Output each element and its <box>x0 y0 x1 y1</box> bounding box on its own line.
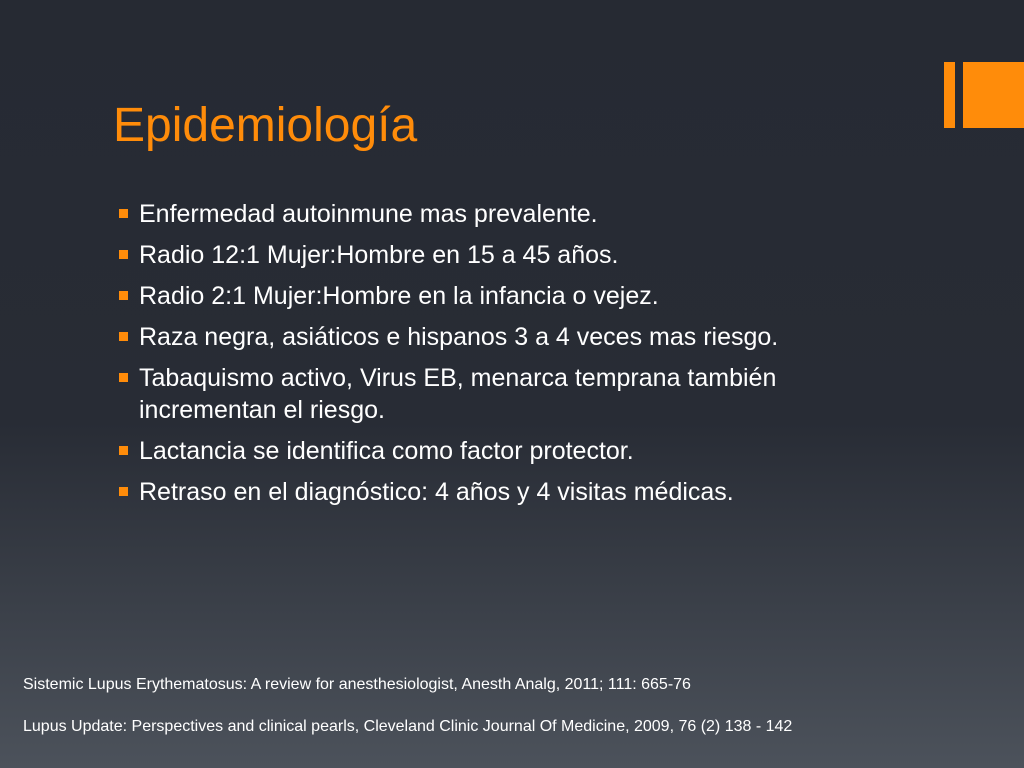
bullet-item <box>118 280 918 312</box>
bullet-list <box>118 198 918 517</box>
bullet-item <box>118 321 918 353</box>
bullet-text: Radio 2:1 Mujer:Hombre en la infancia o vejez. <box>139 282 659 310</box>
bullet-text: Radio 12:1 Mujer:Hombre en 15 a 45 años. <box>139 241 619 269</box>
square-bullet-icon <box>119 446 128 455</box>
square-bullet-icon <box>119 332 128 341</box>
bullet-item <box>118 476 918 508</box>
square-bullet-icon <box>119 291 128 300</box>
bullet-item <box>118 198 918 230</box>
bullet-text: Retraso en el diagnóstico: 4 años y 4 visitas médicas. <box>139 478 734 506</box>
bullet-text: Raza negra, asiáticos e hispanos 3 a 4 veces mas riesgo. <box>139 323 779 351</box>
square-bullet-icon <box>119 487 128 496</box>
decorative-accent-bars <box>944 62 1024 128</box>
accent-bar-thin <box>944 62 955 128</box>
bullet-text: Tabaquismo activo, Virus EB, menarca temprana también incrementan el riesgo. <box>139 364 777 424</box>
references <box>23 673 1013 757</box>
reference-item: Sistemic Lupus Erythematosus: A review for anesthesiologist, Anesth Analg, 2011; 111: 665-76 <box>23 676 691 693</box>
slide-title: Epidemiología <box>113 99 418 152</box>
bullet-text: Enfermedad autoinmune mas prevalente. <box>139 200 598 228</box>
square-bullet-icon <box>119 373 128 382</box>
bullet-item <box>118 239 918 271</box>
bullet-item <box>118 362 918 426</box>
bullet-text: Lactancia se identifica como factor protector. <box>139 437 634 465</box>
square-bullet-icon <box>119 250 128 259</box>
bullet-item <box>118 435 918 467</box>
reference-item: Lupus Update: Perspectives and clinical pearls, Cleveland Clinic Journal Of Medicine, 2009, 76 (2) 138 - 142 <box>23 718 793 735</box>
square-bullet-icon <box>119 209 128 218</box>
accent-bar-thick <box>963 62 1024 128</box>
